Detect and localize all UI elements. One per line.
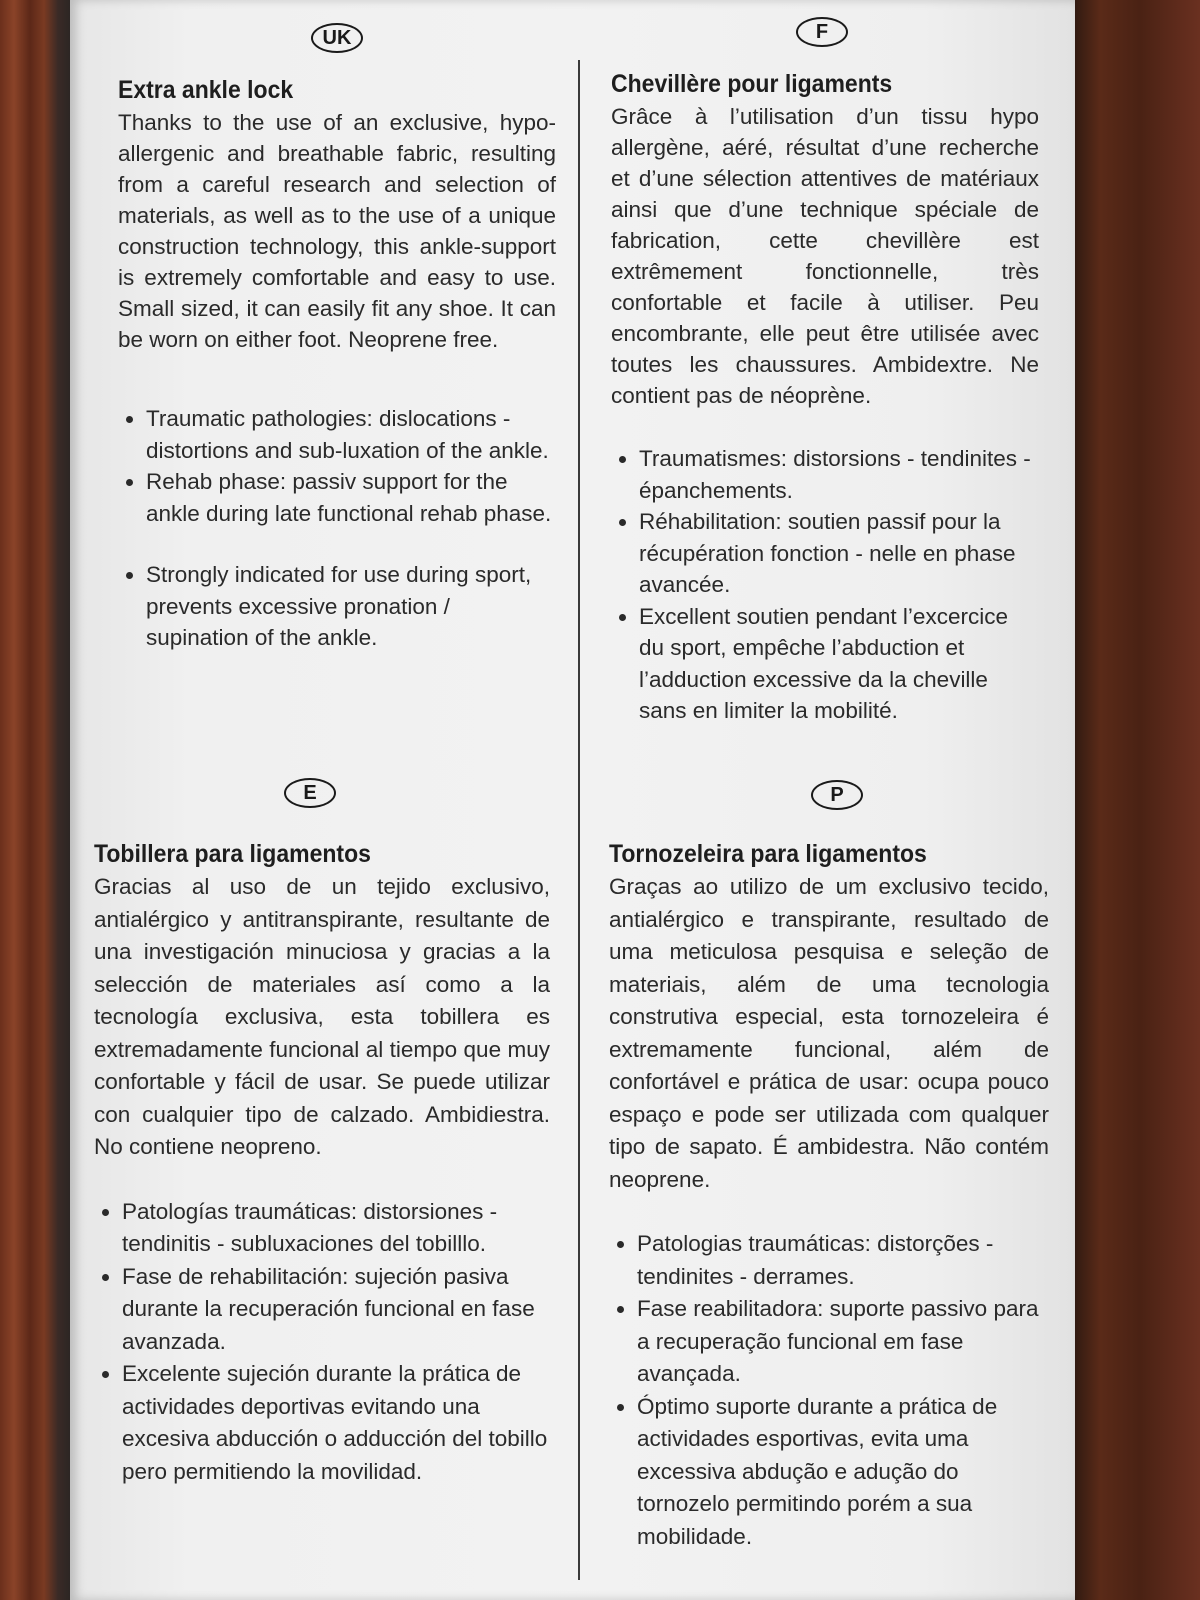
section-intro-fr: Grâce à l’utilisation d’un tissu hypo allergène, aéré, résultat d’une recherche et d’une sélection attentives de matériaux ainsi que d’une technique spéciale de fabrication, cette chevillère est extrêmement fonctionnelle, très confortable et facile à utiliser. Peu encombrante, elle peut être utilisée avec toutes les chaussures. Ambidextre. Ne contient pas de néoprène. (611, 104, 1039, 408)
section-intro-uk: Thanks to the use of an exclusive, hypo-allergenic and breathable fabric, resulting from a careful research and selection of materials, as well as to the use of a unique construction technology, this ankle-support is extremely comfortable and easy to use. Small sized, it can easily fit any shoe. It can be worn on either foot. Neoprene free. (118, 110, 556, 352)
language-badge-uk: UK (311, 23, 363, 53)
bullet-item: • Óptimo suporte durante a prática de actividades esportivas, evita uma excessiva abdução e adução do tornozelo permitindo porém a sua mobilidade. (637, 1391, 1049, 1554)
language-badge-pt: P (811, 780, 863, 810)
bullet-item: • Rehab phase: passiv support for the ankle during late functional rehab phase. (146, 466, 556, 529)
bullet-item: • Fase de rehabilitación: sujeción pasiva durante la recuperación funcional en fase avanzada. (122, 1261, 550, 1359)
section-uk (118, 76, 556, 654)
bullet-item: • Excellent soutien pendant l’excercice du sport, empêche l’abduction et l’adduction excessive da la cheville sans en limiter la mobilité. (639, 601, 1039, 727)
bullet-item: • Fase reabilitadora: suporte passivo para a recuperação funcional em fase avançada. (637, 1293, 1049, 1391)
section-title-fr: Chevillère pour ligaments (611, 70, 893, 98)
bullet-item: • Traumatic pathologies: dislocations - distortions and sub-luxation of the ankle. (146, 403, 556, 466)
bullet-item: • Patologias traumáticas: distorções - tendinites - derrames. (637, 1228, 1049, 1293)
bullet-item: • Excelente sujeción durante la prática de actividades deportivas evitando una excesiva abducción o adducción del tobillo pero permitiendo la movilidad. (122, 1358, 550, 1488)
section-es (94, 840, 550, 1488)
section-intro-pt: Graças ao utilizo de um exclusivo tecido, antialérgico e transpirante, resultado de uma meticulosa pesquisa e seleção de materiais, além de uma tecnologia construtiva especial, esta tornozeleira é extremamente funcional, além de confortável e prática de usar: ocupa pouco espaço e pode ser utilizada com qualquer tipo de sapato. É ambidestra. Não contém neoprene. (609, 874, 1049, 1192)
section-pt (609, 840, 1049, 1553)
bullet-list-es (94, 1196, 550, 1489)
wood-background-right (1070, 0, 1200, 1600)
bullet-item: • Strongly indicated for use during sport, prevents excessive pronation / supination of the ankle. (146, 559, 556, 654)
section-title-es: Tobillera para ligamentos (94, 840, 371, 868)
language-badge-fr: F (796, 17, 848, 47)
bullet-item: • Traumatismes: distorsions - tendinites - épanchements. (639, 443, 1039, 506)
section-intro-es: Gracias al uso de un tejido exclusivo, antialérgico y antitranspirante, resultante de una investigación minuciosa y gracias a la selección de materiales así como a la tecnología exclusiva, esta tobillera es extremadamente funcional al tiempo que muy confortable y fácil de usar. Se puede utilizar con cualquier tipo de calzado. Ambidiestra. No contiene neopreno. (94, 874, 550, 1159)
column-divider (578, 60, 580, 1580)
bullet-list-fr (611, 443, 1039, 727)
section-title-uk: Extra ankle lock (118, 76, 294, 104)
bullet-list-uk (118, 403, 556, 654)
bullet-list-pt (609, 1228, 1049, 1553)
bullet-item: • Réhabilitation: soutien passif pour la récupération fonction - nelle en phase avancée. (639, 506, 1039, 601)
bullet-item: • Patologías traumáticas: distorsiones - tendinitis - subluxaciones del tobilllo. (122, 1196, 550, 1261)
section-title-pt: Tornozeleira para ligamentos (609, 840, 927, 868)
language-badge-es: E (284, 778, 336, 808)
section-fr (611, 70, 1039, 727)
